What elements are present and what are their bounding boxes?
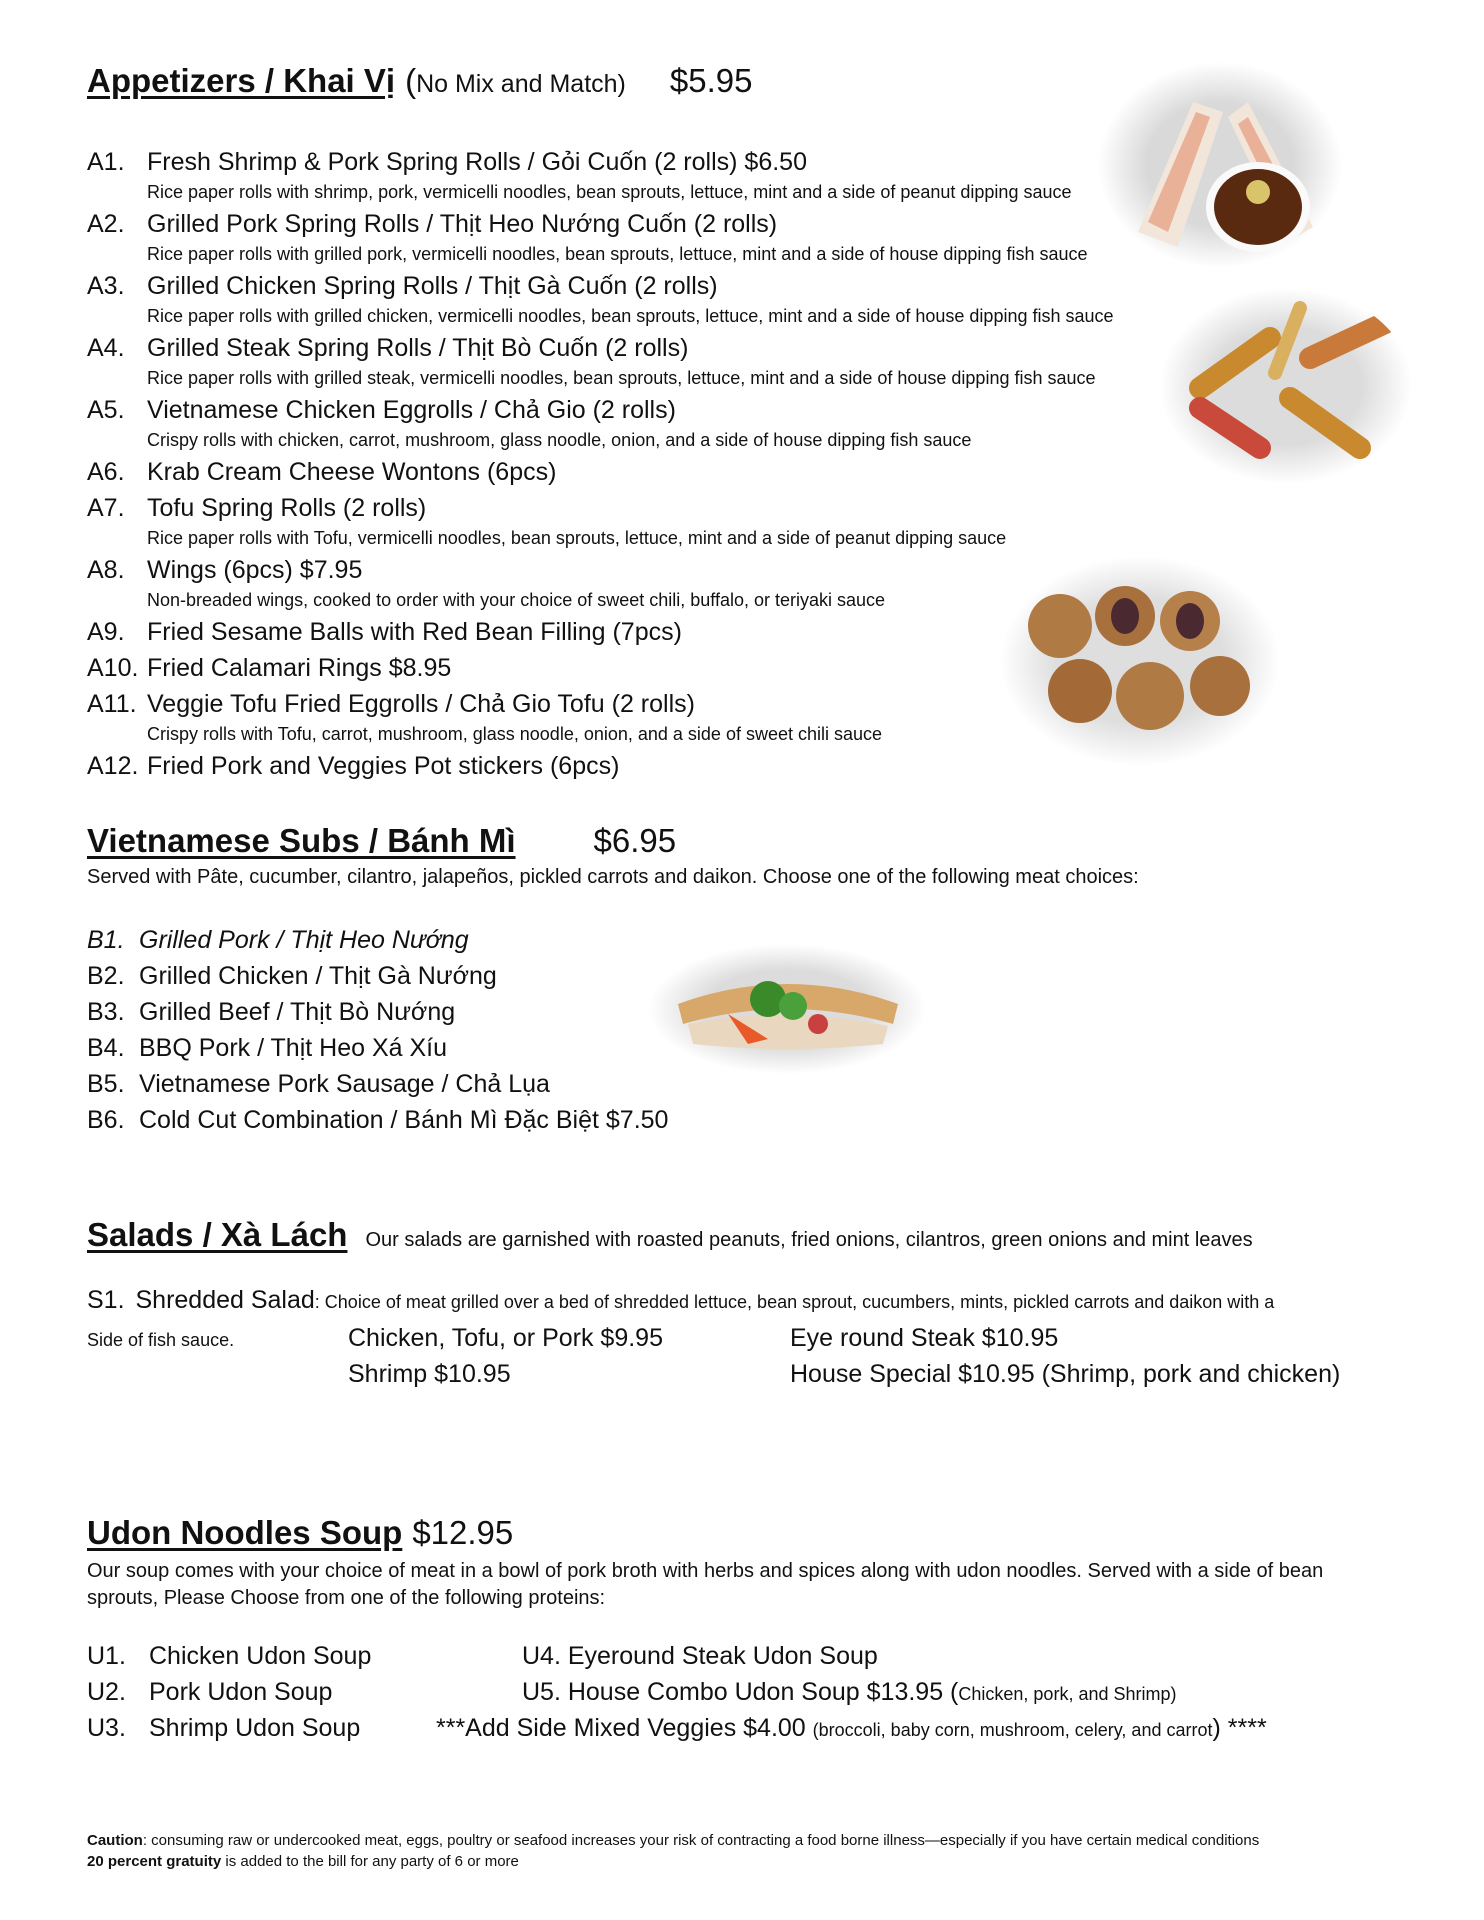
appetizer-code: A8. [87, 556, 125, 584]
appetizer-item [87, 556, 362, 585]
caution-text: : consuming raw or undercooked meat, eggs, poultry or seafood increases your risk of contracting a food borne illness—especially if you have certain medical conditions [142, 1832, 1260, 1849]
subs-intro: Served with Pâte, cucumber, cilantro, jalapeños, pickled carrots and daikon. Choose one of the following meat choices: [87, 866, 1139, 888]
spring-rolls-photo [1098, 62, 1342, 268]
appetizer-desc: Non-breaded wings, cooked to order with your choice of sweet chili, buffalo, or teriyaki sauce [147, 590, 886, 610]
appetizer-item [87, 272, 718, 301]
udon-item-u2 [87, 1678, 332, 1707]
sub-name: BBQ Pork / Thịt Heo Xá Xíu [139, 1034, 448, 1062]
appetizer-item [87, 618, 682, 647]
appetizer-code: A11. [87, 690, 137, 718]
udon-price: $12.95 [412, 1514, 514, 1551]
udon-item-u4: U4. Eyeround Steak Udon Soup [522, 1642, 878, 1670]
sub-item [87, 1106, 668, 1135]
appetizer-name: Wings (6pcs) $7.95 [147, 556, 363, 584]
sub-code: B6. [87, 1106, 125, 1134]
sub-item [87, 998, 455, 1027]
appetizers-open-paren: ( [405, 62, 417, 99]
appetizer-item [87, 654, 451, 683]
udon-code: U3. [87, 1714, 126, 1742]
udon-name: Shrimp Udon Soup [149, 1714, 361, 1742]
appetizer-name: Grilled Steak Spring Rolls / Thịt Bò Cuốn (2 rolls) [147, 334, 689, 362]
appetizers-title: Appetizers / Khai Vị [87, 62, 396, 99]
sub-code: B1. [87, 926, 125, 954]
appetizer-item [87, 334, 688, 363]
caution-note [87, 1832, 1259, 1849]
udon-item-u5 [522, 1678, 1176, 1707]
appetizer-code: A6. [87, 458, 125, 486]
sub-item [87, 926, 469, 955]
salads-title: Salads / Xà Lách [87, 1216, 348, 1253]
sesame-balls-photo [1000, 556, 1280, 766]
sub-name: Grilled Chicken / Thịt Gà Nướng [139, 962, 497, 990]
appetizer-code: A12. [87, 752, 139, 780]
caution-label: Caution [87, 1832, 143, 1849]
salad-option-1: Chicken, Tofu, or Pork $9.95 [348, 1324, 663, 1352]
sub-code: B5. [87, 1070, 125, 1098]
subs-header [87, 822, 676, 860]
salads-header [87, 1216, 1253, 1254]
appetizer-desc: Rice paper rolls with shrimp, pork, vermicelli noodles, bean sprouts, lettuce, mint and a side of peanut dipping sauce [147, 182, 1072, 202]
sub-code: B3. [87, 998, 125, 1026]
appetizer-item [87, 494, 426, 523]
appetizer-desc: Rice paper rolls with grilled chicken, vermicelli noodles, bean sprouts, lettuce, mint and a side of house dipping fish sauce [147, 306, 1114, 326]
udon-u5-small: Chicken, pork, and Shrimp) [958, 1684, 1177, 1704]
udon-addon-end: ) **** [1212, 1714, 1267, 1742]
salad-option-3: Shrimp $10.95 [348, 1360, 511, 1388]
udon-name: Pork Udon Soup [149, 1678, 333, 1706]
banh-mi-photo [648, 944, 926, 1074]
udon-title: Udon Noodles Soup [87, 1514, 403, 1551]
appetizer-code: A10. [87, 654, 139, 682]
sub-name: Cold Cut Combination / Bánh Mì Đặc Biệt $7.50 [139, 1106, 669, 1134]
salad-s1-code: S1. [87, 1286, 125, 1314]
udon-header [87, 1514, 513, 1552]
sub-code: B4. [87, 1034, 125, 1062]
appetizer-desc: Rice paper rolls with grilled pork, vermicelli noodles, bean sprouts, lettuce, mint and a side of house dipping fish sauce [147, 244, 1088, 264]
udon-intro-1: Our soup comes with your choice of meat in a bowl of pork broth with herbs and spices along with udon noodles. Served with a side of bean [87, 1560, 1324, 1582]
appetizers-price: $5.95 [669, 62, 753, 99]
appetizer-name: Krab Cream Cheese Wontons (6pcs) [147, 458, 557, 486]
appetizer-name: Grilled Pork Spring Rolls / Thịt Heo Nướng Cuốn (2 rolls) [147, 210, 778, 238]
appetizer-item [87, 690, 695, 719]
salad-s1-desc: : Choice of meat grilled over a bed of shredded lettuce, bean sprout, cucumbers, mints, pickled carrots and daikon with a [314, 1292, 1275, 1312]
udon-addon-small: (broccoli, baby corn, mushroom, celery, and carrot [812, 1720, 1213, 1740]
sub-name: Grilled Beef / Thịt Bò Nướng [139, 998, 456, 1026]
appetizer-code: A5. [87, 396, 125, 424]
sub-code: B2. [87, 962, 125, 990]
appetizer-code: A4. [87, 334, 125, 362]
salad-option-4: House Special $10.95 (Shrimp, pork and chicken) [790, 1360, 1341, 1388]
sub-name: Grilled Pork / Thịt Heo Nướng [139, 926, 469, 954]
appetizer-desc: Rice paper rolls with Tofu, vermicelli noodles, bean sprouts, lettuce, mint and a side of peanut dipping sauce [147, 528, 1007, 548]
salad-option-2: Eye round Steak $10.95 [790, 1324, 1059, 1352]
eggrolls-photo [1160, 288, 1412, 484]
appetizer-desc: Crispy rolls with chicken, carrot, mushroom, glass noodle, onion, and a side of house dipping fish sauce [147, 430, 972, 450]
appetizer-code: A1. [87, 148, 125, 176]
sub-name: Vietnamese Pork Sausage / Chả Lụa [139, 1070, 550, 1098]
udon-addon-main: ***Add Side Mixed Veggies $4.00 [436, 1714, 813, 1742]
gratuity-text: is added to the bill for any party of 6 or more [221, 1853, 519, 1870]
appetizer-item [87, 458, 556, 487]
appetizer-item [87, 396, 676, 425]
salad-s1-desc2: Side of fish sauce. [87, 1330, 235, 1350]
gratuity-note [87, 1853, 519, 1870]
udon-item-u1 [87, 1642, 371, 1671]
gratuity-label: 20 percent gratuity [87, 1853, 222, 1870]
appetizers-note: No Mix and Match) [416, 70, 626, 98]
appetizer-name: Fried Sesame Balls with Red Bean Filling (7pcs) [147, 618, 682, 646]
appetizer-code: A9. [87, 618, 125, 646]
appetizer-desc: Rice paper rolls with grilled steak, vermicelli noodles, bean sprouts, lettuce, mint and a side of house dipping fish sauce [147, 368, 1096, 388]
sub-item [87, 1034, 447, 1063]
subs-price: $6.95 [593, 822, 677, 859]
appetizer-name: Fresh Shrimp & Pork Spring Rolls / Gỏi Cuốn (2 rolls) $6.50 [147, 148, 807, 176]
sub-item [87, 1070, 550, 1099]
appetizer-name: Fried Pork and Veggies Pot stickers (6pcs) [147, 752, 620, 780]
appetizer-name: Veggie Tofu Fried Eggrolls / Chả Gio Tofu (2 rolls) [147, 690, 695, 718]
appetizer-desc: Crispy rolls with Tofu, carrot, mushroom, glass noodle, onion, and a side of sweet chili sauce [147, 724, 883, 744]
appetizers-header [87, 62, 752, 100]
udon-name: Chicken Udon Soup [149, 1642, 372, 1670]
salad-s1-name: Shredded Salad [135, 1286, 315, 1314]
appetizer-code: A7. [87, 494, 125, 522]
appetizer-name: Vietnamese Chicken Eggrolls / Chả Gio (2 rolls) [147, 396, 676, 424]
udon-code: U2. [87, 1678, 126, 1706]
appetizer-name: Grilled Chicken Spring Rolls / Thịt Gà Cuốn (2 rolls) [147, 272, 718, 300]
udon-item-u3 [87, 1714, 360, 1743]
udon-code: U1. [87, 1642, 126, 1670]
sub-item [87, 962, 497, 991]
udon-u5-main: U5. House Combo Udon Soup $13.95 ( [522, 1678, 959, 1706]
udon-addon [436, 1714, 1267, 1743]
appetizer-item [87, 210, 777, 239]
salads-note: Our salads are garnished with roasted peanuts, fried onions, cilantros, green onions and mint leaves [365, 1229, 1253, 1251]
appetizer-item [87, 148, 807, 177]
appetizer-name: Tofu Spring Rolls (2 rolls) [147, 494, 427, 522]
udon-intro-2: sprouts, Please Choose from one of the following proteins: [87, 1587, 606, 1609]
appetizer-item [87, 752, 619, 781]
subs-title: Vietnamese Subs / Bánh Mì [87, 822, 516, 859]
appetizer-name: Fried Calamari Rings $8.95 [147, 654, 452, 682]
appetizer-code: A2. [87, 210, 125, 238]
salad-s1 [87, 1286, 1274, 1315]
appetizer-code: A3. [87, 272, 125, 300]
